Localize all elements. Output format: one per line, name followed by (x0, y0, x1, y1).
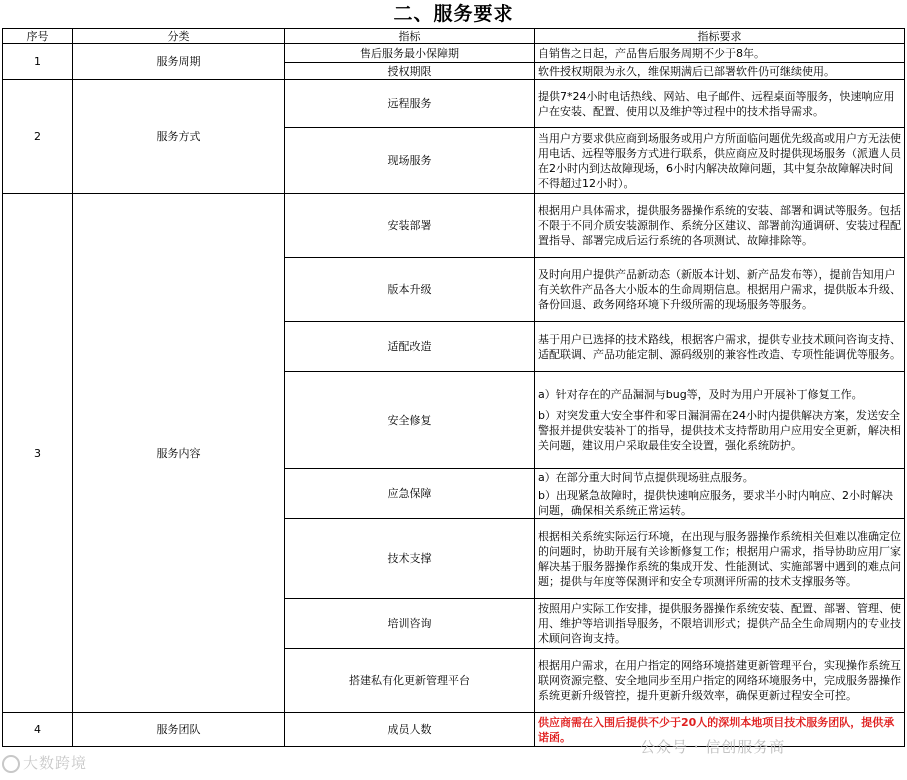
seq-cell: 2 (3, 80, 73, 194)
table-row (3, 80, 905, 128)
requirement-cell: 自销售之日起，产品售后服务周期不少于8年。 (535, 44, 905, 63)
requirement-cell: 按照用户实际工作安排，提供服务器操作系统安装、配置、部署、管理、使用、维护等培训指导服务，不限培训形式；提供产品全生命周期内的专业技术顾问咨询支持。 (535, 599, 905, 649)
requirement-item-b: b）对突发重大安全事件和零日漏洞需在24小时内提供解决方案，发送安全警报并提供安装补丁的指导，提供技术支持帮助用户应用安全更新，解决相关问题，建议用户采取最佳安全设置，强化系统防护。 (538, 409, 901, 452)
indicator-cell: 技术支撑 (285, 519, 535, 599)
requirement-cell: 当用户方要求供应商到场服务或用户方所面临问题优先级高或用户方无法使用电话、远程等服务方式进行联系，供应商应及时提供现场服务（派遣人员在2小时内到达故障现场，6小时内解决故障问题，其中复杂故障解决时间不得超过12小时）。 (535, 128, 905, 194)
requirement-cell: 根据用户需求，在用户指定的网络环境搭建更新管理平台，实现操作系统互联网资源完整、安全地同步至用户指定的网络环境服务中，完成服务器操作系统更新升级管控，提升更新升级效率，确保更新过程安全可控。 (535, 649, 905, 713)
logo-icon (2, 755, 20, 773)
indicator-cell: 培训咨询 (285, 599, 535, 649)
indicator-cell: 安装部署 (285, 194, 535, 258)
seq-cell: 4 (3, 713, 73, 747)
header-seq: 序号 (3, 29, 73, 44)
requirement-item-b: b）出现紧急故障时，提供快速响应服务，要求半小时内响应、2小时解决问题，确保相关系统正常运转。 (538, 488, 893, 517)
requirement-cell-highlight: 供应商需在入围后提供不少于20人的深圳本地项目技术服务团队，提供承诺函。 (535, 713, 905, 747)
requirement-cell: 软件授权期限为永久，维保期满后已部署软件仍可继续使用。 (535, 63, 905, 80)
indicator-cell: 应急保障 (285, 469, 535, 519)
header-row (3, 29, 905, 44)
watermark-right-text: 公众号 · 信创服务商 (640, 738, 786, 756)
indicator-cell: 搭建私有化更新管理平台 (285, 649, 535, 713)
page-title: 二、服务要求 (393, 3, 514, 25)
category-cell: 服务团队 (73, 713, 285, 747)
indicator-cell: 成员人数 (285, 713, 535, 747)
requirement-cell (535, 372, 905, 469)
header-requirement: 指标要求 (535, 29, 905, 44)
indicator-cell: 授权期限 (285, 63, 535, 80)
seq-cell: 3 (3, 194, 73, 713)
indicator-cell: 现场服务 (285, 128, 535, 194)
watermark-right (640, 736, 785, 757)
requirement-cell (535, 469, 905, 519)
category-cell: 服务周期 (73, 44, 285, 80)
indicator-cell: 远程服务 (285, 80, 535, 128)
watermark-left-text: 大数跨境 (23, 754, 88, 772)
requirement-cell: 提供7*24小时电话热线、网站、电子邮件、远程桌面等服务，快速响应用户在安装、配置、使用以及维护等过程中的技术指导需求。 (535, 80, 905, 128)
requirement-item-a: a）在部分重大时间节点提供现场驻点服务。 (538, 470, 754, 484)
header-indicator: 指标 (285, 29, 535, 44)
requirement-cell: 及时向用户提供产品新动态（新版本计划、新产品发布等），提前告知用户有关软件产品各大小版本的生命周期信息。根据用户需求，提供版本升级、备份回退、政务网络环境下升级所需的现场服务等服务。 (535, 258, 905, 322)
service-requirements-table (2, 28, 905, 747)
category-cell: 服务方式 (73, 80, 285, 194)
seq-cell: 1 (3, 44, 73, 80)
table-row (3, 194, 905, 258)
requirement-cell: 基于用户已选择的技术路线，根据客户需求，提供专业技术顾问咨询支持、适配联调、产品功能定制、源码级别的兼容性改造、专项性能调优等服务。 (535, 322, 905, 372)
indicator-cell: 适配改造 (285, 322, 535, 372)
watermark-left (2, 752, 87, 773)
indicator-cell: 售后服务最小保障期 (285, 44, 535, 63)
requirement-cell: 根据用户具体需求，提供服务器操作系统的安装、部署和调试等服务。包括不限于不同介质安装源制作、系统分区建议、部署前沟通调研、安装过程配置指导、部署完成后运行系统的各项测试、故障排除等。 (535, 194, 905, 258)
table-row (3, 44, 905, 63)
category-cell: 服务内容 (73, 194, 285, 713)
requirement-item-a: a）针对存在的产品漏洞与bug等，及时为用户开展补丁修复工作。 (538, 388, 863, 401)
indicator-cell: 版本升级 (285, 258, 535, 322)
indicator-cell: 安全修复 (285, 372, 535, 469)
header-category: 分类 (73, 29, 285, 44)
requirement-cell: 根据相关系统实际运行环境，在出现与服务器操作系统相关但难以准确定位的问题时，协助开展有关诊断修复工作；根据用户需求，指导协助应用厂家解决基于服务器操作系统的集成开发、性能测试、实施部署中遇到的难点问题；提供与年度等保测评和安全专项测评所需的技术支撑服务等。 (535, 519, 905, 599)
